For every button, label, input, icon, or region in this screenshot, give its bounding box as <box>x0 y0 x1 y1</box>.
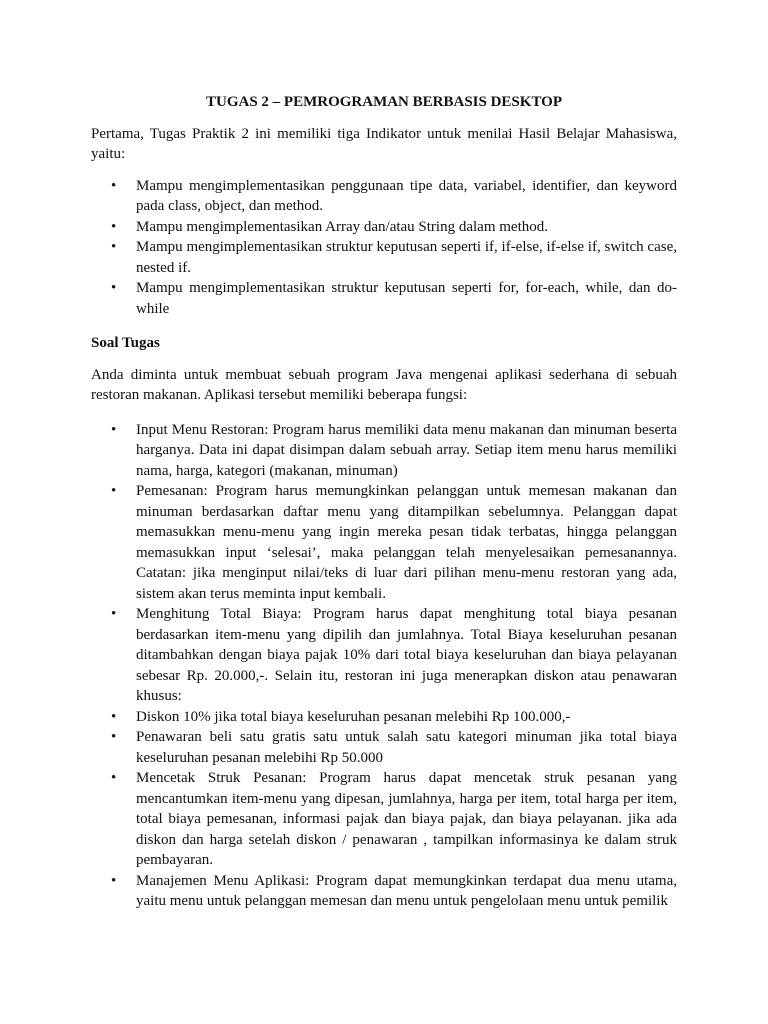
list-item <box>91 481 677 604</box>
bullet-icon: • <box>111 770 117 786</box>
list-item-text: Manajemen Menu Aplikasi: Program dapat memungkinkan terdapat dua menu utama, yaitu menu untuk pelanggan memesan dan menu untuk pengelolaan menu untuk pemilik <box>136 872 677 909</box>
list-item-text: Mampu mengimplementasikan penggunaan tipe data, variabel, identifier, dan keyword pada class, object, dan method. <box>136 177 677 214</box>
bullet-icon: • <box>111 872 117 889</box>
section-heading: Soal Tugas <box>91 335 160 351</box>
function-list <box>91 420 677 912</box>
list-item-text: Mencetak Struk Pesanan: Program harus dapat mencetak struk pesanan yang mencantumkan item-menu yang dipesan, jumlahnya, harga per item, total harga per item, total biaya pemesanan, informasi pajak dan biaya pajak, dan biaya pelayanan. jika ada diskon dan harga setelah diskon / penawaran , tampilkan informasinya ke dalam struk pembayaran. <box>136 770 677 868</box>
list-item <box>91 871 677 912</box>
list-item-text: Menghitung Total Biaya: Program harus dapat menghitung total biaya pesanan berdasarkan item-menu yang dipilih dan jumlahnya. Total Biaya keseluruhan pesanan ditambahkan dengan biaya pajak 10% dari total biaya keseluruhan dan biaya pelayanan sebesar Rp. 20.000,-. Selain itu, restoran ini juga menerapkan diskon atau penawaran khusus: <box>136 606 677 704</box>
list-item <box>91 420 677 482</box>
bullet-icon: • <box>111 218 117 235</box>
bullet-icon: • <box>111 177 117 194</box>
bullet-icon: • <box>111 280 117 296</box>
document-page <box>91 92 677 912</box>
bullet-icon: • <box>111 421 117 438</box>
bullet-icon: • <box>111 708 117 725</box>
list-item-text: Mampu mengimplementasikan struktur keputusan seperti if, if-else, if-else if, switch case, nested if. <box>136 239 677 276</box>
list-item-text: Mampu mengimplementasikan struktur keputusan seperti for, for-each, while, dan do-while <box>136 280 677 317</box>
bullet-icon: • <box>111 606 117 622</box>
list-item <box>91 604 677 707</box>
bullet-icon: • <box>111 483 117 499</box>
list-item <box>91 278 677 319</box>
intro-paragraph: Pertama, Tugas Praktik 2 ini memiliki tiga Indikator untuk menilai Hasil Belajar Mahasiswa, yaitu: <box>91 125 677 162</box>
list-item <box>91 768 677 871</box>
task-intro-paragraph: Anda diminta untuk membuat sebuah program Java mengenai aplikasi sederhana di sebuah restoran makanan. Aplikasi tersebut memiliki beberapa fungsi: <box>91 366 677 403</box>
list-item-text: Penawaran beli satu gratis satu untuk salah satu kategori minuman jika total biaya keseluruhan pesanan melebihi Rp 50.000 <box>136 729 677 766</box>
list-item-text: Mampu mengimplementasikan Array dan/atau String dalam method. <box>136 218 548 235</box>
bullet-icon: • <box>111 239 117 255</box>
list-item <box>91 727 677 768</box>
bullet-icon: • <box>111 729 117 745</box>
list-item <box>91 237 677 278</box>
list-item <box>91 707 677 728</box>
list-item-text: Pemesanan: Program harus memungkinkan pelanggan untuk memesan makanan dan minuman berdasarkan daftar menu yang ditampilkan sebelumnya. Pelanggan dapat memasukkan menu-menu yang ingin mereka pesan tidak terbatas, hingga pelanggan memasukkan input ‘selesai’, maka pelanggan telah menyelesaikan pemesanannya. Catatan: jika menginput nilai/teks di luar dari pilihan menu-menu restoran yang ada, sistem akan terus meminta input kembali. <box>136 483 677 602</box>
document-title: TUGAS 2 – PEMROGRAMAN BERBASIS DESKTOP <box>205 94 563 110</box>
list-item-text: Input Menu Restoran: Program harus memiliki data menu makanan dan minuman beserta harganya. Data ini dapat disimpan dalam sebuah array. Setiap item menu harus memiliki nama, harga, kategori (makanan, minuman) <box>136 421 677 479</box>
list-item <box>91 217 677 238</box>
list-item-text: Diskon 10% jika total biaya keseluruhan pesanan melebihi Rp 100.000,- <box>136 708 571 725</box>
list-item <box>91 176 677 217</box>
indicator-list <box>91 176 677 320</box>
